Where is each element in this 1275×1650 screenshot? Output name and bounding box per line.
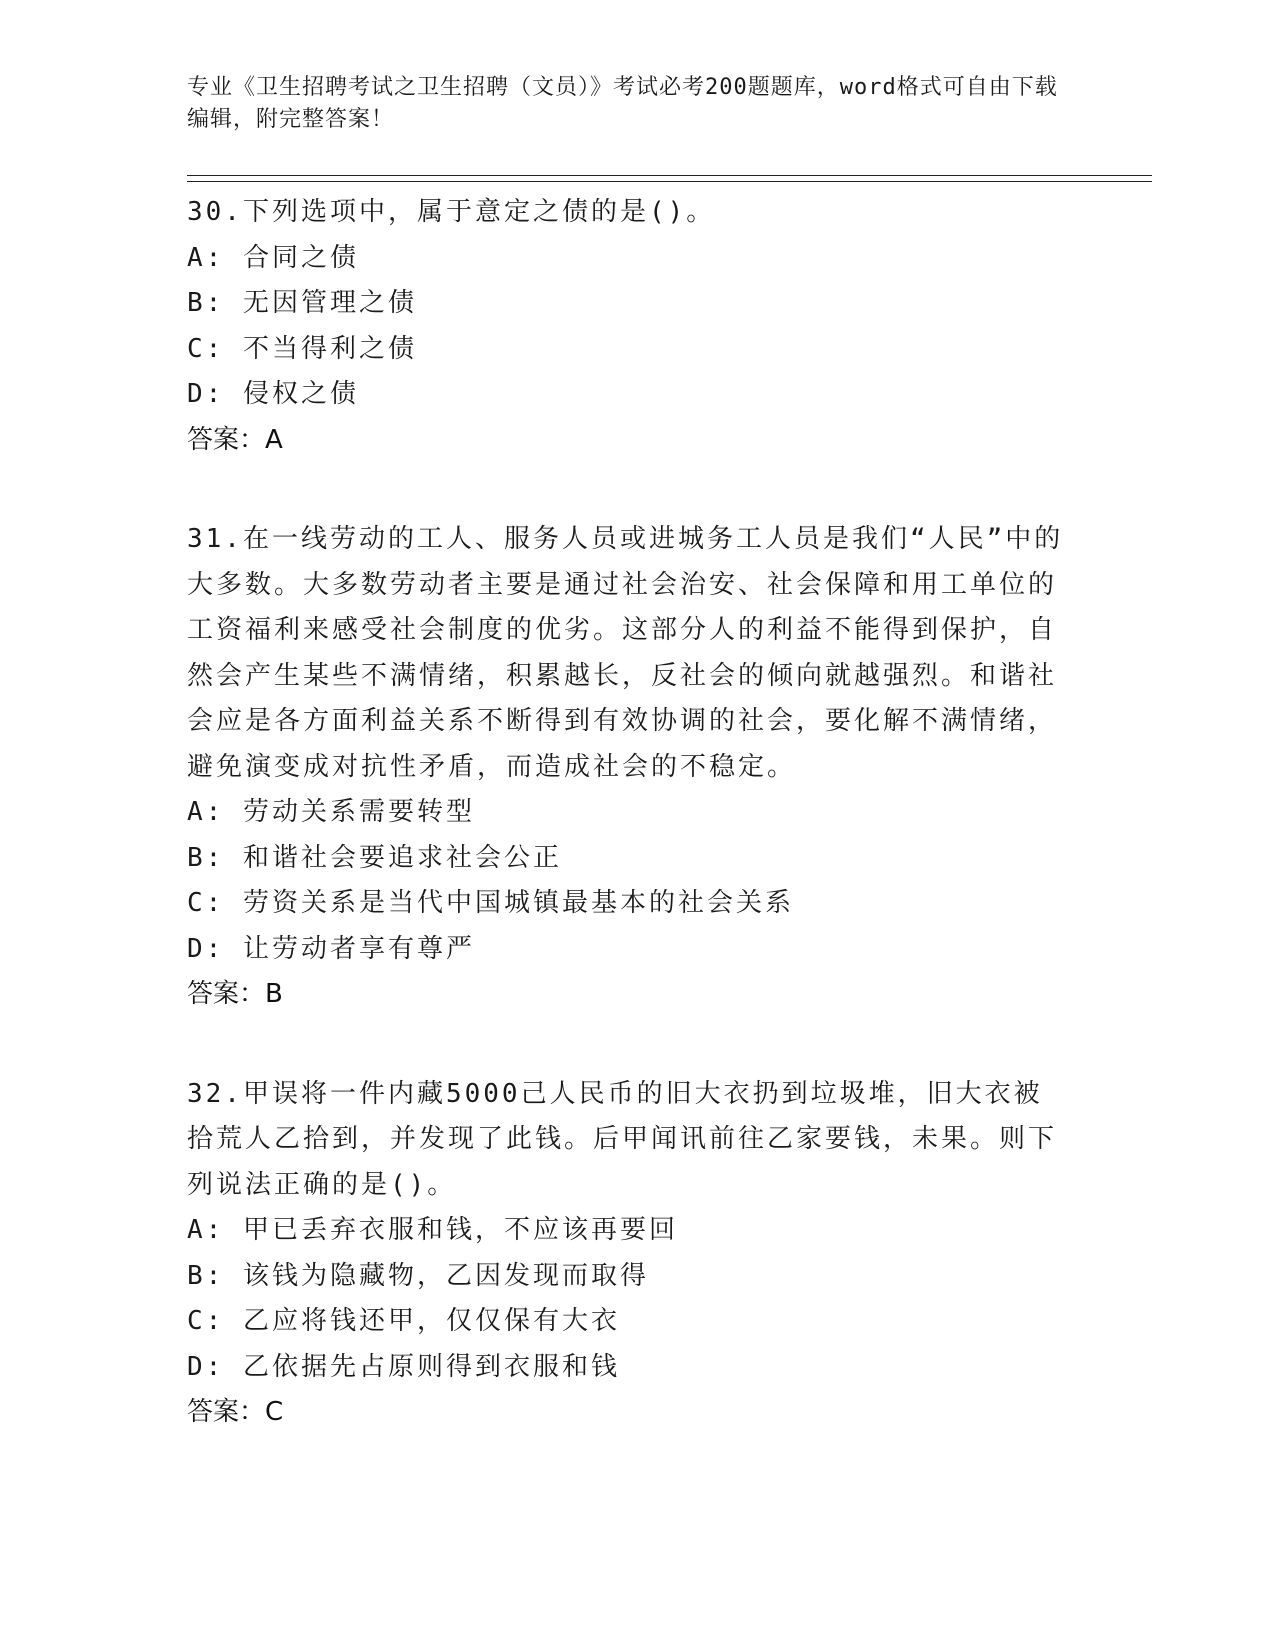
header-divider-bottom [187, 181, 1152, 182]
page-header: 专业《卫生招聘考试之卫生招聘（文员）》考试必考200题题库，word格式可自由下载编辑，附完整答案！ [187, 75, 1058, 132]
option-a: A: 甲已丢弃衣服和钱，不应该再要回 [187, 1215, 678, 1245]
question-list [187, 190, 1067, 1490]
option-d: D: 让劳动者享有尊严 [187, 933, 475, 964]
option-d: D: 乙依据先占原则得到衣服和钱 [187, 1351, 620, 1382]
option-c: C: 乙应将钱还甲，仅仅保有大衣 [187, 1306, 620, 1336]
question-stem: 31.在一线劳动的工人、服务人员或进城务工人员是我们“人民”中的大多数。大多数劳动者主要是通过社会治安、社会保障和用工单位的工资福利来感受社会制度的优劣。这部分人的利益不能得到保护，自然会产生某些不满情绪，积累越长，反社会的倾向就越强烈。和谐社会应是各方面利益关系不断得到有效协调的社会，要化解不满情绪，避免演变成对抗性矛盾，而造成社会的不稳定。 [187, 524, 1064, 782]
option-b: B: 和谐社会要追求社会公正 [187, 842, 562, 873]
option-b: B: 无因管理之债 [187, 288, 417, 318]
question-31 [187, 517, 1067, 1018]
question-stem: 32.甲误将一件内藏5000己人民币的旧大衣扔到垃圾堆，旧大衣被拾荒人乙拾到，并发现了此钱。后甲闻讯前往乙家要钱，未果。则下列说法正确的是()。 [187, 1078, 1058, 1200]
option-c: C: 不当得利之债 [187, 333, 417, 364]
option-d: D: 侵权之债 [187, 379, 359, 409]
option-a: A: 合同之债 [187, 242, 359, 273]
question-30 [187, 190, 1067, 463]
answer-label: 答案：A [187, 424, 283, 455]
answer-label: 答案：C [187, 1397, 284, 1427]
header-divider-top [187, 175, 1152, 176]
answer-label: 答案：B [187, 979, 283, 1009]
question-32 [187, 1072, 1067, 1436]
option-c: C: 劳资关系是当代中国城镇最基本的社会关系 [187, 888, 794, 918]
question-stem: 30.下列选项中，属于意定之债的是()。 [187, 197, 716, 227]
option-b: B: 该钱为隐藏物，乙因发现而取得 [187, 1260, 649, 1291]
option-a: A: 劳动关系需要转型 [187, 797, 475, 827]
